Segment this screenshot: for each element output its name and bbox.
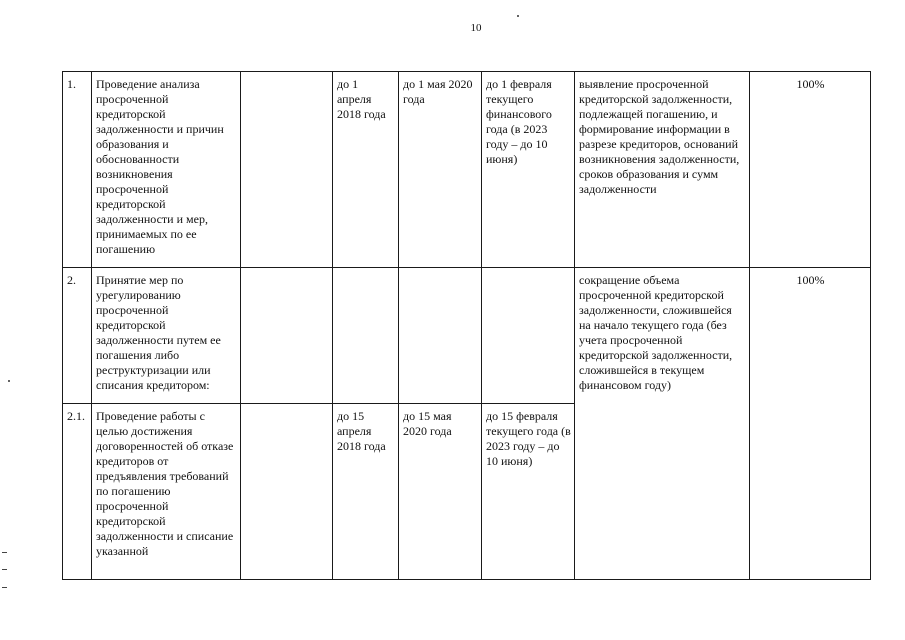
deadline-2018-cell: до 1 апреля 2018 года (333, 72, 399, 268)
responsible-cell (241, 404, 333, 580)
result-cell: выявление просроченной кредиторской задолженности, подлежащей погашению, и формирование информации в разрезе кредиторов, оснований возникновения задолженности, сроков образования и сумм задолженности (575, 72, 750, 268)
scan-speck (517, 15, 519, 17)
indicator-cell: 100% (750, 72, 871, 268)
deadline-2020-cell: до 15 мая 2020 года (399, 404, 482, 580)
row-number: 2. (63, 268, 92, 404)
responsible-cell (241, 72, 333, 268)
activity-cell: Проведение работы с целью достижения договоренностей об отказе кредиторов от предъявления требований по погашению просроченной кредиторской задолженности и списание указанной (92, 404, 241, 580)
deadline-current-year-cell: до 1 февраля текущего финансового года (в 2023 году – до 10 июня) (482, 72, 575, 268)
deadline-2018-cell: до 15 апреля 2018 года (333, 404, 399, 580)
result-cell: сокращение объема просроченной кредиторской задолженности, сложившейся на начало текущего года (без учета просроченной кредиторской задолженности, сложившейся в текущем финансовом году) (575, 268, 750, 580)
row-number: 2.1. (63, 404, 92, 580)
activity-cell: Принятие мер по урегулированию просроченной кредиторской задолженности путем ее погашения либо реструктуризации или списания кредитором: (92, 268, 241, 404)
page-number: 10 (470, 22, 482, 34)
table-row (63, 268, 871, 404)
scan-speck (8, 380, 10, 382)
activity-cell: Проведение анализа просроченной кредиторской задолженности и причин образования и обоснованности возникновения просроченной кредиторской задолженности и мер, принимаемых по ее погашению (92, 72, 241, 268)
deadline-current-year-cell (482, 268, 575, 404)
responsible-cell (241, 268, 333, 404)
deadline-current-year-cell: до 15 февраля текущего года (в 2023 году – до 10 июня) (482, 404, 575, 580)
deadline-2020-cell: до 1 мая 2020 года (399, 72, 482, 268)
scan-margin-marks (2, 552, 7, 588)
table-row (63, 72, 871, 268)
deadline-2020-cell (399, 268, 482, 404)
deadline-2018-cell (333, 268, 399, 404)
action-plan-table (62, 71, 871, 580)
row-number: 1. (63, 72, 92, 268)
indicator-cell: 100% (750, 268, 871, 580)
